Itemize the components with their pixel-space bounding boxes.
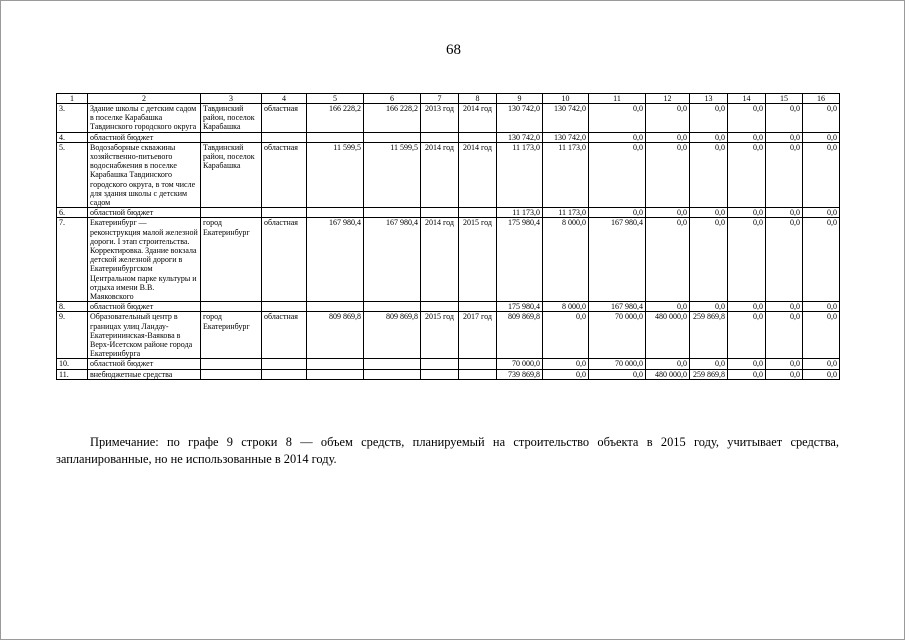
table-cell: 0,0 xyxy=(690,302,728,312)
table-cell: 11 173,0 xyxy=(543,208,589,218)
table-cell: 166 228,2 xyxy=(364,104,421,133)
table-cell: 167 980,4 xyxy=(307,218,364,302)
table-cell: 0,0 xyxy=(766,208,803,218)
column-header: 7 xyxy=(421,94,459,104)
table-cell xyxy=(421,369,459,379)
table-cell xyxy=(307,359,364,369)
table-cell: 0,0 xyxy=(690,208,728,218)
table-cell: 0,0 xyxy=(766,104,803,133)
column-header: 9 xyxy=(497,94,543,104)
table-cell: 0,0 xyxy=(803,142,840,207)
table-cell xyxy=(201,302,262,312)
page-number: 68 xyxy=(446,42,461,58)
table-cell: 2014 год xyxy=(459,142,497,207)
table-cell: 0,0 xyxy=(589,132,646,142)
table-cell: 0,0 xyxy=(728,132,766,142)
table-cell: 11 173,0 xyxy=(543,142,589,207)
table-cell: 8 000,0 xyxy=(543,218,589,302)
table-cell: 130 742,0 xyxy=(497,104,543,133)
table-cell: 0,0 xyxy=(766,312,803,359)
table-cell: 11 599,5 xyxy=(364,142,421,207)
table-cell: 70 000,0 xyxy=(589,359,646,369)
table-cell xyxy=(307,208,364,218)
column-header: 2 xyxy=(88,94,201,104)
column-header: 10 xyxy=(543,94,589,104)
table-cell: областной бюджет xyxy=(88,302,201,312)
table-cell: 0,0 xyxy=(543,312,589,359)
table-cell: 0,0 xyxy=(646,132,690,142)
table-cell xyxy=(307,369,364,379)
table-cell: 2013 год xyxy=(421,104,459,133)
table-cell: 0,0 xyxy=(728,104,766,133)
table-cell: 7. xyxy=(57,218,88,302)
table-row xyxy=(57,218,840,302)
table-cell: 0,0 xyxy=(803,104,840,133)
table-cell: 0,0 xyxy=(589,104,646,133)
table-cell: 2015 год xyxy=(459,218,497,302)
table-cell: 0,0 xyxy=(589,142,646,207)
budget-table xyxy=(56,93,840,380)
table-cell: 8 000,0 xyxy=(543,302,589,312)
table-cell xyxy=(364,208,421,218)
table-cell xyxy=(421,208,459,218)
table-cell: 809 869,8 xyxy=(364,312,421,359)
column-header: 6 xyxy=(364,94,421,104)
table-cell: 0,0 xyxy=(690,359,728,369)
table-cell xyxy=(459,369,497,379)
table-cell: 5. xyxy=(57,142,88,207)
table-cell: 130 742,0 xyxy=(497,132,543,142)
table-cell: 0,0 xyxy=(728,359,766,369)
table-cell: 167 980,4 xyxy=(589,218,646,302)
column-header: 4 xyxy=(262,94,307,104)
table-cell: 70 000,0 xyxy=(497,359,543,369)
table-cell: 480 000,0 xyxy=(646,312,690,359)
table-cell: 167 980,4 xyxy=(589,302,646,312)
table-cell xyxy=(459,359,497,369)
table-cell xyxy=(262,302,307,312)
table-row xyxy=(57,208,840,218)
table-cell: 0,0 xyxy=(646,218,690,302)
table-row xyxy=(57,302,840,312)
table-cell: 0,0 xyxy=(803,302,840,312)
table-cell: 0,0 xyxy=(690,142,728,207)
table-cell: 166 228,2 xyxy=(307,104,364,133)
table-cell xyxy=(307,132,364,142)
table-cell xyxy=(421,359,459,369)
column-header: 11 xyxy=(589,94,646,104)
table-cell: 0,0 xyxy=(543,369,589,379)
table-cell xyxy=(459,132,497,142)
table-cell: 175 980,4 xyxy=(497,218,543,302)
table-cell: 0,0 xyxy=(646,302,690,312)
table-cell xyxy=(364,359,421,369)
table-cell: 0,0 xyxy=(803,218,840,302)
table-cell: 259 869,8 xyxy=(690,312,728,359)
table-cell: город Екатеринбург xyxy=(201,218,262,302)
column-header: 5 xyxy=(307,94,364,104)
column-header: 1 xyxy=(57,94,88,104)
table-cell: областная xyxy=(262,312,307,359)
table-cell: внебюджетные средства xyxy=(88,369,201,379)
table-cell: областной бюджет xyxy=(88,132,201,142)
table-cell xyxy=(459,302,497,312)
table-row xyxy=(57,312,840,359)
table-cell: 167 980,4 xyxy=(364,218,421,302)
table-cell: 0,0 xyxy=(803,208,840,218)
table-cell: 0,0 xyxy=(690,218,728,302)
table-cell: 0,0 xyxy=(728,208,766,218)
column-header: 14 xyxy=(728,94,766,104)
table-cell: 0,0 xyxy=(766,142,803,207)
table-cell: Водозаборные скважины хозяйственно-питьевого водоснабжения в поселке Карабашка Тавдинского городского округа, в том числе для здания школы с детским садом xyxy=(88,142,201,207)
table-cell xyxy=(364,132,421,142)
table-cell xyxy=(201,369,262,379)
table-cell: 809 869,8 xyxy=(307,312,364,359)
table-cell: 6. xyxy=(57,208,88,218)
table-cell: 0,0 xyxy=(589,369,646,379)
table-cell xyxy=(201,359,262,369)
table-cell: 130 742,0 xyxy=(543,104,589,133)
table-row xyxy=(57,132,840,142)
table-cell: Тавдинский район, поселок Карабашка xyxy=(201,142,262,207)
table-cell xyxy=(262,359,307,369)
table-row xyxy=(57,369,840,379)
column-header: 15 xyxy=(766,94,803,104)
table-cell: 4. xyxy=(57,132,88,142)
table-row xyxy=(57,104,840,133)
table-cell: 0,0 xyxy=(803,359,840,369)
column-header: 3 xyxy=(201,94,262,104)
table-cell: Екатеринбург — реконструкция малой железной дороги. I этап строительства. Корректировка. Здание вокзала детской железной дороги в Екатеринбургском Центральном парке культуры и отдыха имени В.В. Маяковского xyxy=(88,218,201,302)
table-cell: 2014 год xyxy=(421,218,459,302)
table-cell: областной бюджет xyxy=(88,208,201,218)
table-cell: 809 869,8 xyxy=(497,312,543,359)
table-cell: областная xyxy=(262,218,307,302)
table-cell: 11. xyxy=(57,369,88,379)
table-cell: областная xyxy=(262,104,307,133)
column-header: 16 xyxy=(803,94,840,104)
table-cell: областная xyxy=(262,142,307,207)
table-cell: 0,0 xyxy=(766,369,803,379)
table-header-row xyxy=(57,94,840,104)
table-cell: 2014 год xyxy=(421,142,459,207)
table-cell: 3. xyxy=(57,104,88,133)
table-cell: областной бюджет xyxy=(88,359,201,369)
table-cell: 0,0 xyxy=(803,312,840,359)
table-cell: 8. xyxy=(57,302,88,312)
table-cell xyxy=(262,208,307,218)
table-cell: 0,0 xyxy=(646,208,690,218)
table-cell: 11 173,0 xyxy=(497,142,543,207)
table-cell xyxy=(262,369,307,379)
table-cell: Образовательный центр в границах улиц Ландау-Екатерининская-Ваякова в Верх-Исетском районе города Екатеринбурга xyxy=(88,312,201,359)
table-cell xyxy=(201,132,262,142)
table-cell: 0,0 xyxy=(728,369,766,379)
table-cell: 0,0 xyxy=(543,359,589,369)
table-cell: 9. xyxy=(57,312,88,359)
table-cell: 259 869,8 xyxy=(690,369,728,379)
footnote: Примечание: по графе 9 строки 8 — объем средств, планируемый на строительство объекта в 2015 году, учитывает средства, запланированные, но не использованные в 2014 году. xyxy=(56,435,839,466)
table-cell: 130 742,0 xyxy=(543,132,589,142)
table-cell: 0,0 xyxy=(803,369,840,379)
table-cell: 0,0 xyxy=(728,218,766,302)
table-cell: 70 000,0 xyxy=(589,312,646,359)
table-cell: Здание школы с детским садом в поселке Карабашка Тавдинского городского округа xyxy=(88,104,201,133)
table-cell: 0,0 xyxy=(646,142,690,207)
table-cell: 0,0 xyxy=(728,312,766,359)
table-cell: 2014 год xyxy=(459,104,497,133)
table-cell: 11 599,5 xyxy=(307,142,364,207)
table-cell: 480 000,0 xyxy=(646,369,690,379)
table-cell: 0,0 xyxy=(766,359,803,369)
column-header: 12 xyxy=(646,94,690,104)
table-cell: 0,0 xyxy=(728,302,766,312)
table-cell: 2017 год xyxy=(459,312,497,359)
table-cell xyxy=(307,302,364,312)
table-cell: 0,0 xyxy=(766,302,803,312)
table-cell: 11 173,0 xyxy=(497,208,543,218)
table-cell xyxy=(421,132,459,142)
table-cell: 0,0 xyxy=(766,132,803,142)
table-row xyxy=(57,359,840,369)
table-cell: 0,0 xyxy=(728,142,766,207)
column-header: 13 xyxy=(690,94,728,104)
table-cell: 0,0 xyxy=(766,218,803,302)
table-cell: 0,0 xyxy=(646,104,690,133)
table-body xyxy=(57,104,840,380)
table-cell xyxy=(364,302,421,312)
table-cell: 0,0 xyxy=(690,132,728,142)
table-cell: 10. xyxy=(57,359,88,369)
table-cell xyxy=(459,208,497,218)
table-cell xyxy=(201,208,262,218)
table-cell xyxy=(262,132,307,142)
table-cell: 0,0 xyxy=(690,104,728,133)
table-cell xyxy=(364,369,421,379)
column-header: 8 xyxy=(459,94,497,104)
table-cell xyxy=(421,302,459,312)
table-cell: 2015 год xyxy=(421,312,459,359)
table-cell: 0,0 xyxy=(646,359,690,369)
table-row xyxy=(57,142,840,207)
table-cell: 175 980,4 xyxy=(497,302,543,312)
table-cell: Тавдинский район, поселок Карабашка xyxy=(201,104,262,133)
table-cell: 739 869,8 xyxy=(497,369,543,379)
table-cell: 0,0 xyxy=(589,208,646,218)
table-cell: город Екатеринбург xyxy=(201,312,262,359)
table-cell: 0,0 xyxy=(803,132,840,142)
